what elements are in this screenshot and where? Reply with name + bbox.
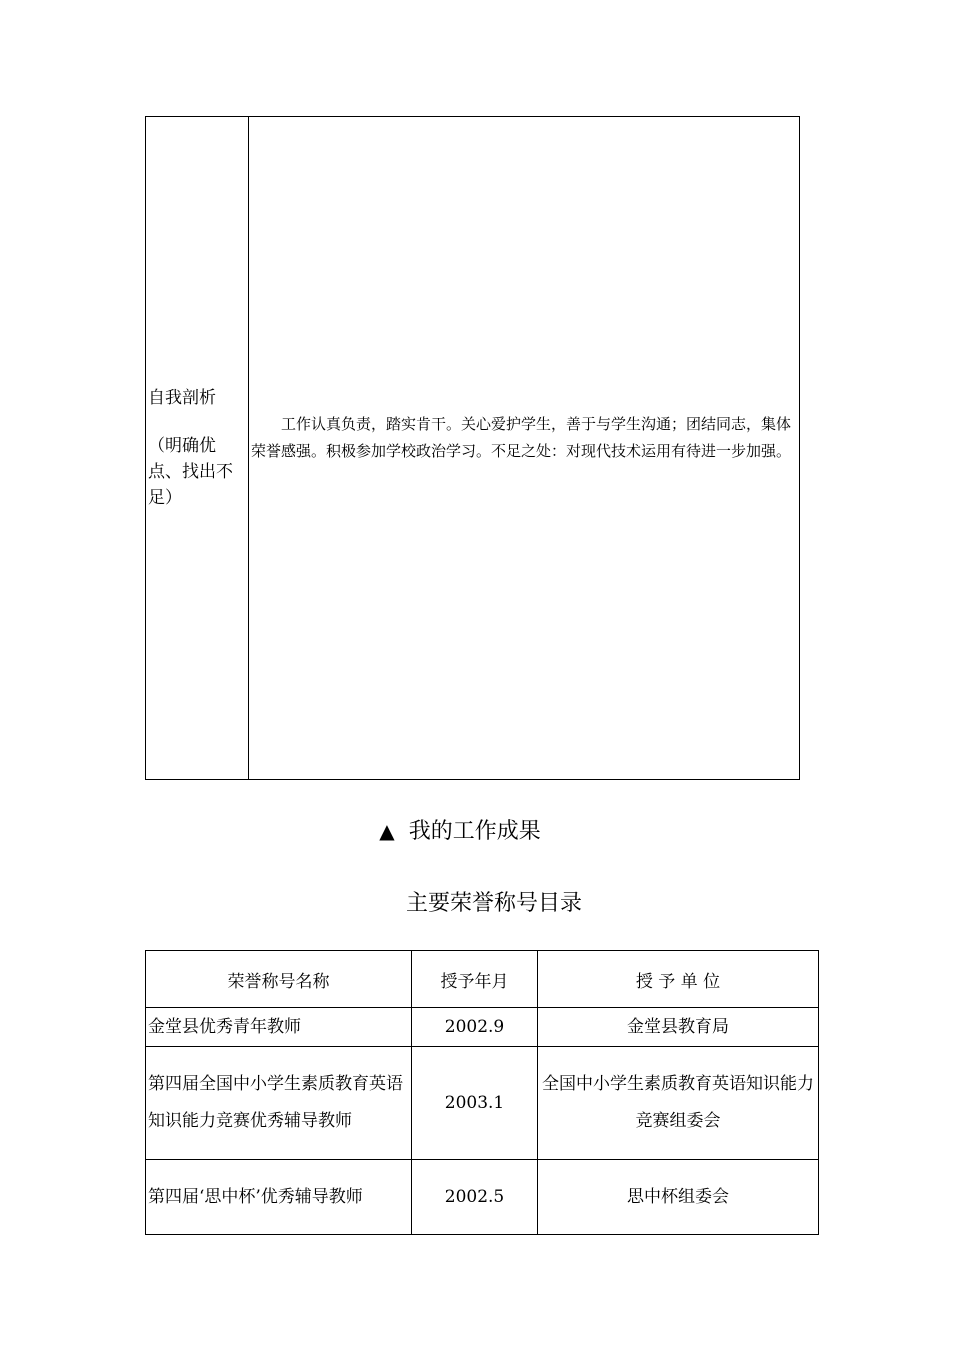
honor-unit: 思中杯组委会 (538, 1160, 819, 1235)
honor-date: 2003.1 (412, 1047, 538, 1160)
honor-date: 2002.5 (412, 1160, 538, 1235)
honor-unit: 金堂县教育局 (538, 1008, 819, 1047)
triangle-icon: ▲ (379, 819, 395, 843)
self-analysis-note: （明确优点、找出不足） (148, 436, 233, 508)
honor-name: 第四届全国中小学生素质教育英语知识能力竞赛优秀辅导教师 (146, 1047, 412, 1160)
honor-name: 金堂县优秀青年教师 (146, 1008, 412, 1047)
achievements-title: 我的工作成果 (408, 819, 541, 844)
honor-date: 2002.9 (412, 1008, 538, 1047)
honors-heading: 主要荣誉称号目录 (405, 891, 582, 916)
table-header-row (146, 951, 819, 1008)
self-analysis-table (145, 116, 800, 780)
column-header-date: 授予年月 (412, 951, 538, 1008)
self-analysis-content-cell (249, 117, 799, 779)
self-analysis-label-cell (146, 117, 249, 779)
column-header-unit: 授 予 单 位 (538, 951, 819, 1008)
self-analysis-content: 工作认真负责，踏实肯干。关心爱护学生，善于与学生沟通；团结同志，集体荣誉感强。积极参加学校政治学习。不足之处：对现代技术运用有待进一步加强。 (251, 415, 792, 460)
honors-table (145, 950, 819, 1235)
table-row (146, 1160, 819, 1235)
achievements-heading (0, 814, 940, 845)
column-header-name: 荣誉称号名称 (146, 951, 412, 1008)
self-analysis-label: 自我剖析 (148, 388, 216, 408)
table-row (146, 1008, 819, 1047)
honor-name: 第四届‘思中杯’优秀辅导教师 (146, 1160, 412, 1235)
table-row (146, 1047, 819, 1160)
honor-unit: 全国中小学生素质教育英语知识能力竞赛组委会 (538, 1047, 819, 1160)
